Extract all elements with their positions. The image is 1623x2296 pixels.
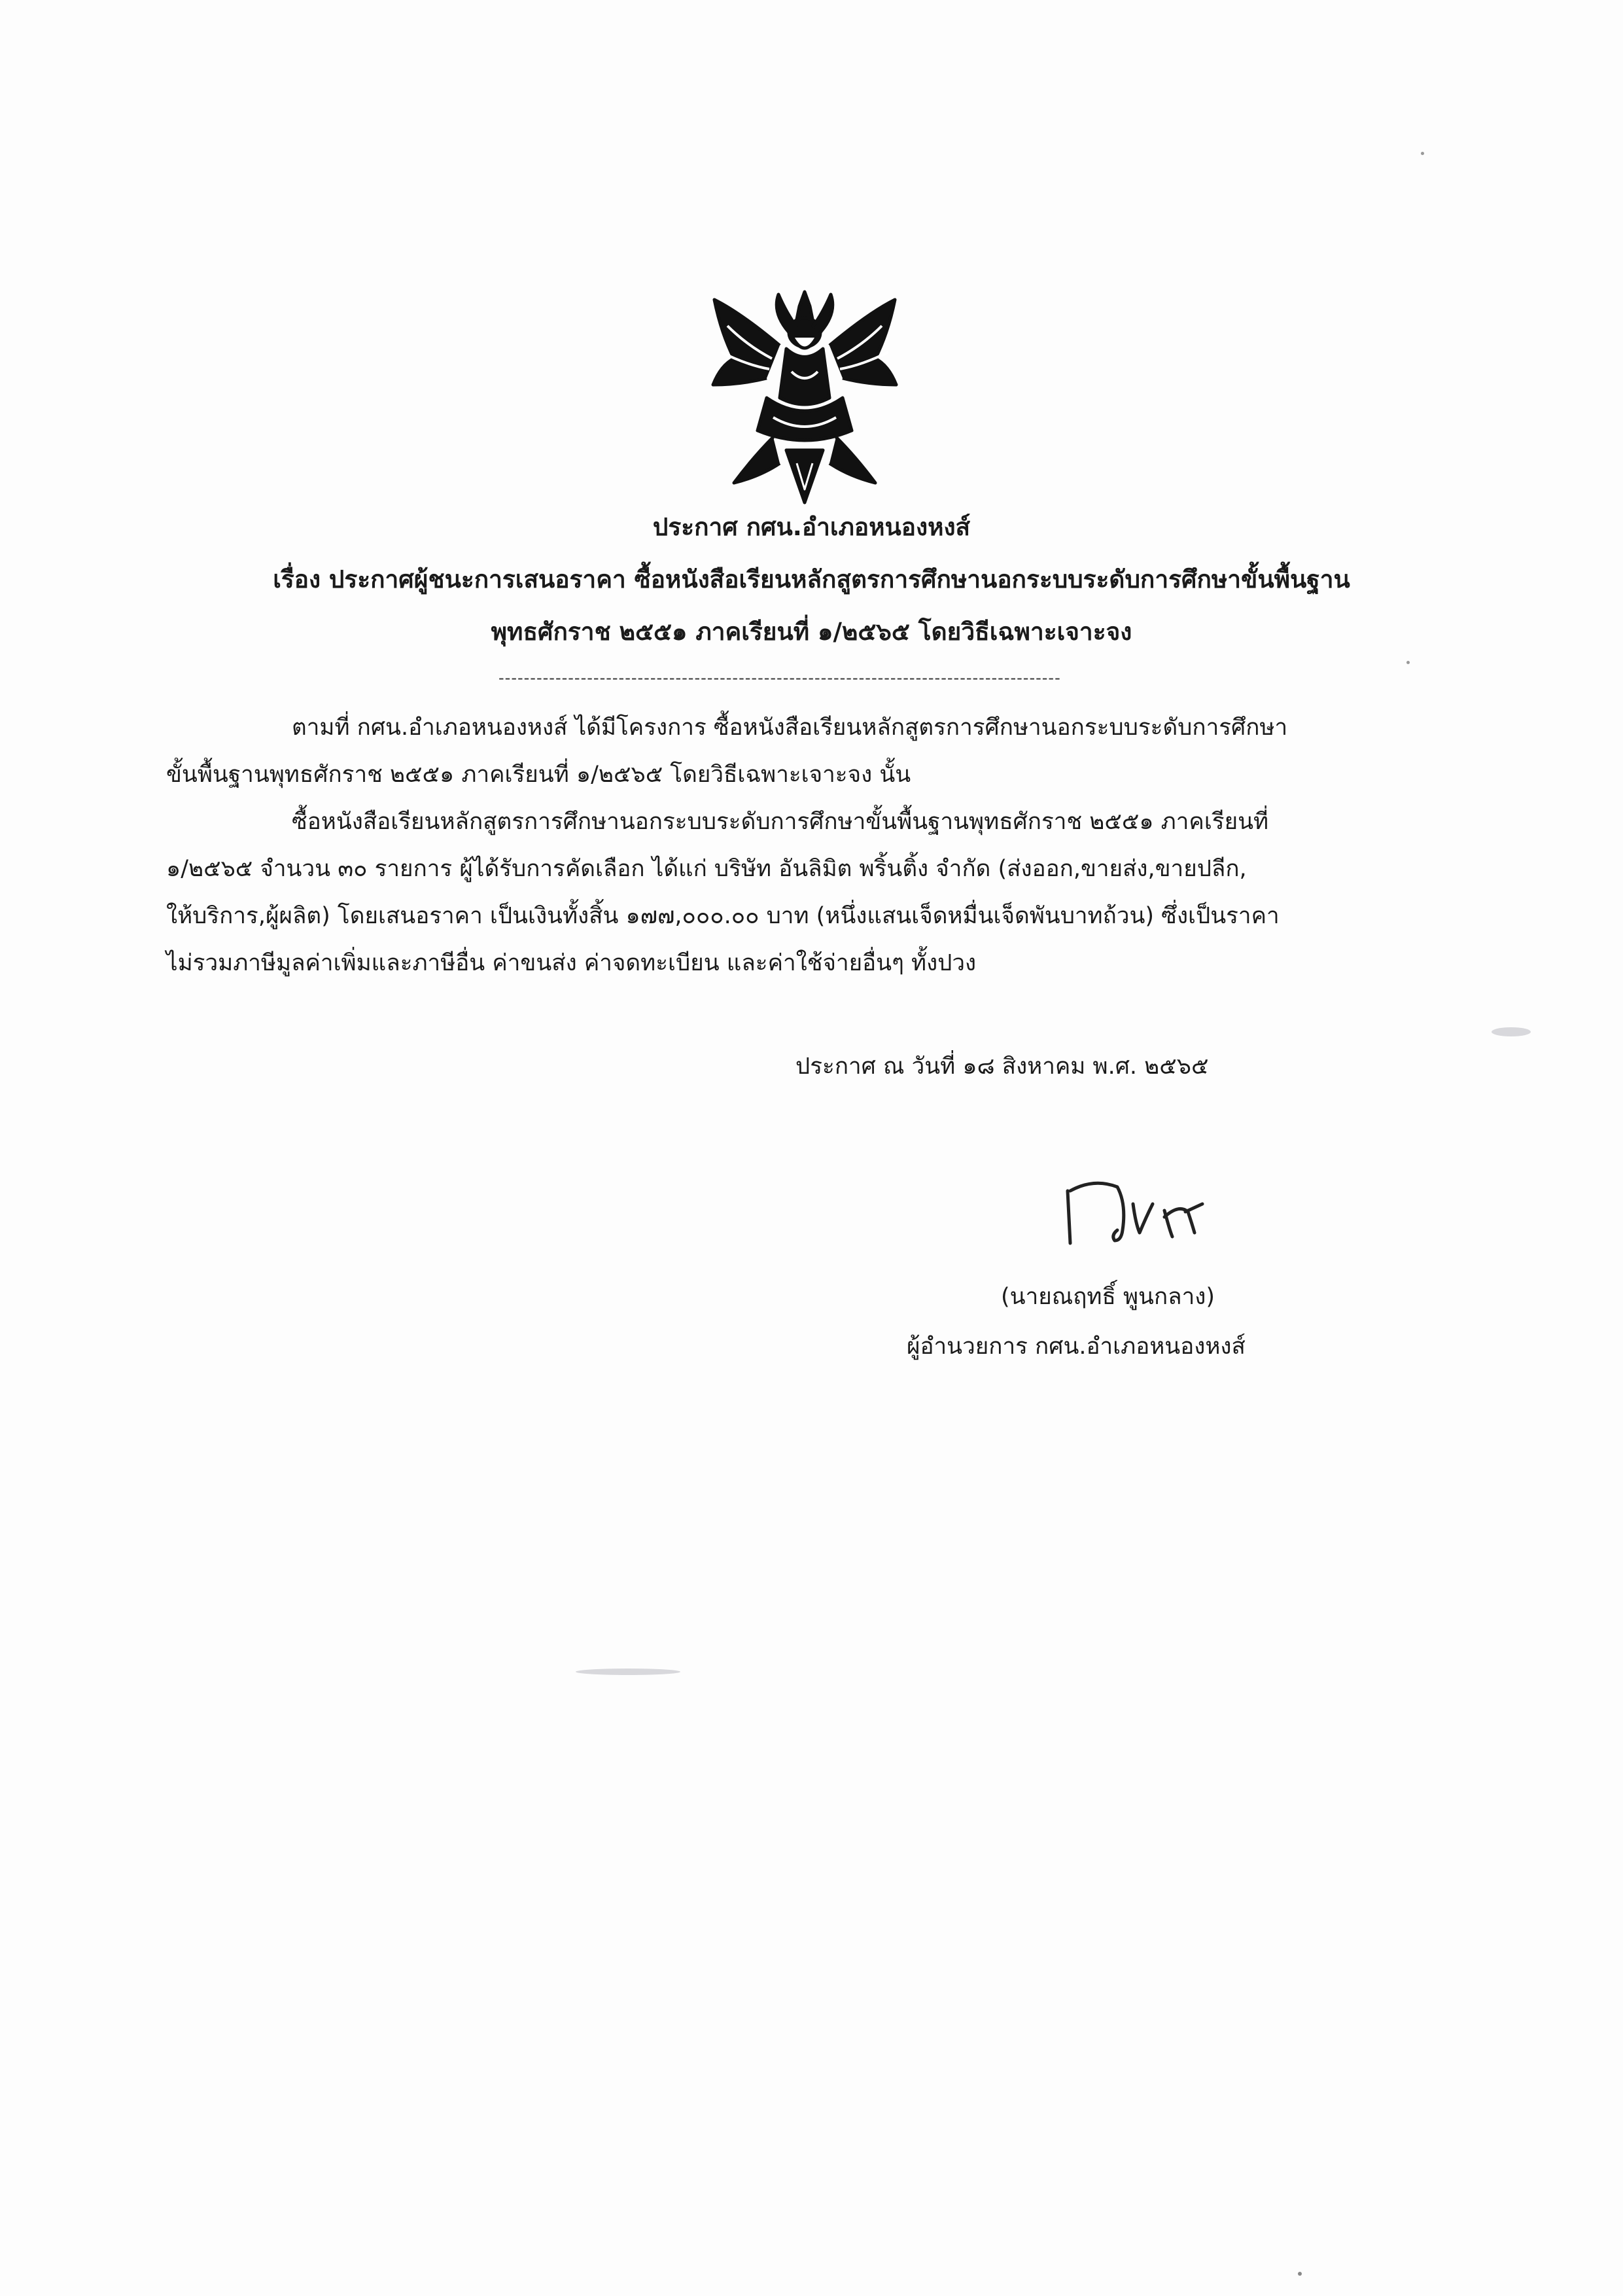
- handwritten-signature: [1055, 1165, 1225, 1256]
- garuda-emblem-icon: [701, 287, 908, 509]
- paragraph-2-line-4: ไม่รวมภาษีมูลค่าเพิ่มและภาษีอื่น ค่าขนส่ง ค่าจดทะเบียน และค่าใช้จ่ายอื่นๆ ทั้งปวง: [166, 950, 977, 976]
- scan-speck: [1406, 661, 1410, 664]
- announcement-heading: ประกาศ กศน.อำเภอหนองหงส์: [652, 513, 971, 541]
- paragraph-2-line-1: ซื้อหนังสือเรียนหลักสูตรการศึกษานอกระบบระดับการศึกษาขั้นพื้นฐานพุทธศักราช ๒๕๕๑ ภาคเรียนที่: [292, 809, 1269, 835]
- announcement-subject-continued: พุทธศักราช ๒๕๕๑ ภาคเรียนที่ ๑/๒๕๖๕ โดยวิธีเฉพาะเจาะจง: [491, 618, 1132, 646]
- paragraph-1-line-2: ขั้นพื้นฐานพุทธศักราช ๒๕๕๑ ภาคเรียนที่ ๑/๒๕๖๕ โดยวิธีเฉพาะเจาะจง นั้น: [166, 762, 911, 788]
- paragraph-1-line-1: ตามที่ กศน.อำเภอหนองหงส์ ได้มีโครงการ ซื้อหนังสือเรียนหลักสูตรการศึกษานอกระบบระดับการศึกษา: [292, 715, 1288, 741]
- announcement-date: ประกาศ ณ วันที่ ๑๘ สิงหาคม พ.ศ. ๒๕๖๕: [795, 1053, 1209, 1080]
- signer-title: ผู้อำนวยการ กศน.อำเภอหนองหงส์: [907, 1333, 1246, 1360]
- announcement-subject: เรื่อง ประกาศผู้ชนะการเสนอราคา ซื้อหนังสือเรียนหลักสูตรการศึกษานอกระบบระดับการศึกษาขั้นพื้นฐาน: [273, 565, 1350, 593]
- signer-name: (นายณฤทธิ์ พูนกลาง): [1001, 1284, 1215, 1310]
- paragraph-2-line-3: ให้บริการ,ผู้ผลิต) โดยเสนอราคา เป็นเงินทั้งสิ้น ๑๗๗,๐๐๐.๐๐ บาท (หนึ่งแสนเจ็ดหมื่นเจ็ดพันบาทถ้วน) ซึ่งเป็นราคา: [166, 903, 1280, 929]
- section-divider: -----------------------------------------------------------------------------------------: [498, 669, 1061, 687]
- paragraph-2-line-2: ๑/๒๕๖๕ จำนวน ๓๐ รายการ ผู้ได้รับการคัดเลือก ได้แก่ บริษัท อันลิมิต พริ้นติ้ง จำกัด (ส่งออก,ขายส่ง,ขายปลีก,: [166, 856, 1247, 882]
- scan-speck: [1492, 1027, 1531, 1036]
- scan-speck: [576, 1669, 680, 1675]
- scan-speck: [1421, 152, 1424, 155]
- scan-speck: [1298, 2272, 1302, 2276]
